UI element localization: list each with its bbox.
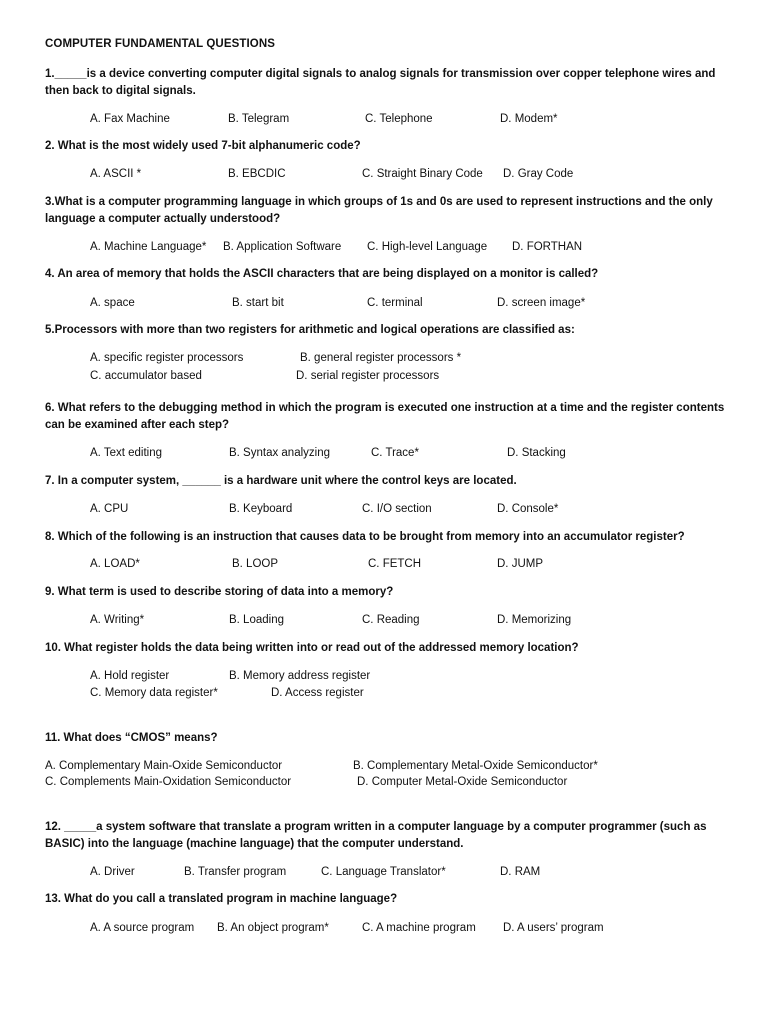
question-9: 9. What term is used to describe storing of data into a memory? <box>45 586 394 598</box>
question-5: 5.Processors with more than two registers for arithmetic and logical operations are classified as: <box>45 324 575 336</box>
question-12: 12. _____a system software that translate a program written in a computer language by a computer programmer (such as BASIC) into the language (machine language) that the computer understand. <box>45 821 707 850</box>
q11-option-a: A. Complementary Main-Oxide Semiconductor <box>45 760 283 772</box>
q10-option-d: D. Access register <box>271 687 364 699</box>
q13-option-b: B. An object program* <box>217 922 329 934</box>
q13-option-a: A. A source program <box>90 922 195 934</box>
q7-option-d: D. Console* <box>497 503 559 515</box>
q13-option-d: D. A users’ program <box>503 922 604 934</box>
q2-option-b: B. EBCDIC <box>228 168 286 180</box>
q6-option-d: D. Stacking <box>507 447 566 459</box>
q10-option-c: C. Memory data register* <box>90 687 218 699</box>
page-title: COMPUTER FUNDAMENTAL QUESTIONS <box>45 38 276 50</box>
q7-option-a: A. CPU <box>90 503 129 515</box>
q3-option-c: C. High-level Language <box>367 241 488 253</box>
q4-option-b: B. start bit <box>232 297 284 309</box>
q6-option-c: C. Trace* <box>371 447 419 459</box>
q2-option-a: A. ASCII * <box>90 168 142 180</box>
question-13: 13. What do you call a translated program in machine language? <box>45 893 398 905</box>
q5-option-d: D. serial register processors <box>296 370 440 382</box>
q12-option-b: B. Transfer program <box>184 866 287 878</box>
q8-option-c: C. FETCH <box>368 558 422 570</box>
q11-option-c: C. Complements Main-Oxidation Semiconductor <box>45 776 292 788</box>
q6-option-b: B. Syntax analyzing <box>229 447 331 459</box>
q7-option-c: C. I/O section <box>362 503 432 515</box>
q12-option-d: D. RAM <box>500 866 541 878</box>
q6-option-a: A. Text editing <box>90 447 163 459</box>
q4-option-d: D. screen image* <box>497 297 586 309</box>
question-1: 1._____is a device converting computer digital signals to analog signals for transmission over copper telephone wires and then back to digital signals. <box>45 68 716 97</box>
q13-option-c: C. A machine program <box>362 922 476 934</box>
q8-option-b: B. LOOP <box>232 558 279 570</box>
q2-option-d: D. Gray Code <box>503 168 574 180</box>
question-8: 8. Which of the following is an instruction that causes data to be brought from memory into an accumulator register? <box>45 531 685 543</box>
question-6: 6. What refers to the debugging method in which the program is executed one instruction at a time and the register contents can be examined after each step? <box>45 402 725 431</box>
q2-option-c: C. Straight Binary Code <box>362 168 483 180</box>
q5-option-b: B. general register processors * <box>300 352 462 364</box>
question-10: 10. What register holds the data being written into or read out of the addressed memory location? <box>45 642 579 654</box>
q11-option-d: D. Computer Metal-Oxide Semiconductor <box>357 776 568 788</box>
q10-option-a: A. Hold register <box>90 670 170 682</box>
q4-option-c: C. terminal <box>367 297 423 309</box>
q5-option-a: A. specific register processors <box>90 352 244 364</box>
q1-option-b: B. Telegram <box>228 113 290 125</box>
q3-option-a: A. Machine Language* <box>90 241 207 253</box>
q11-option-b: B. Complementary Metal-Oxide Semiconductor* <box>353 760 598 772</box>
q12-option-c: C. Language Translator* <box>321 866 446 878</box>
question-3: 3.What is a computer programming language in which groups of 1s and 0s are used to represent instructions and the only language a computer actually understood? <box>45 196 713 225</box>
question-4: 4. An area of memory that holds the ASCII characters that are being displayed on a monitor is called? <box>45 268 599 280</box>
q10-option-b: B. Memory address register <box>229 670 371 682</box>
q1-option-d: D. Modem* <box>500 113 558 125</box>
q7-option-b: B. Keyboard <box>229 503 293 515</box>
q1-option-c: C. Telephone <box>365 113 433 125</box>
q8-option-a: A. LOAD* <box>90 558 140 570</box>
q9-option-c: C. Reading <box>362 614 420 626</box>
q12-option-a: A. Driver <box>90 866 135 878</box>
q8-option-d: D. JUMP <box>497 558 543 570</box>
question-11: 11. What does “CMOS” means? <box>45 732 218 744</box>
q3-option-b: B. Application Software <box>223 241 342 253</box>
q9-option-a: A. Writing* <box>90 614 145 626</box>
q9-option-d: D. Memorizing <box>497 614 572 626</box>
q1-option-a: A. Fax Machine <box>90 113 170 125</box>
question-7: 7. In a computer system, ______ is a hardware unit where the control keys are located. <box>45 475 517 487</box>
q3-option-d: D. FORTHAN <box>512 241 583 253</box>
question-2: 2. What is the most widely used 7-bit alphanumeric code? <box>45 140 361 152</box>
q4-option-a: A. space <box>90 297 135 309</box>
q5-option-c: C. accumulator based <box>90 370 202 382</box>
q9-option-b: B. Loading <box>229 614 284 626</box>
